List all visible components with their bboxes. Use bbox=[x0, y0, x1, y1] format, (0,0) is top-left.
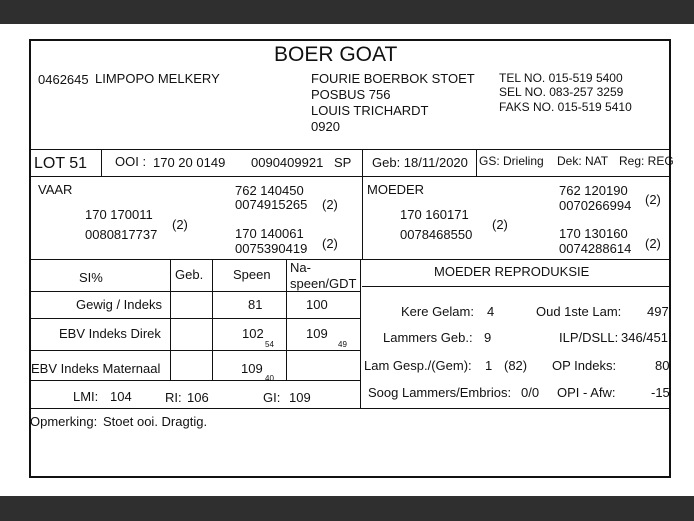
dam-dam-id: 170 130160 bbox=[559, 226, 628, 241]
dam-dam-count: (2) bbox=[645, 236, 661, 251]
registration: Reg: REG bbox=[619, 154, 674, 168]
kids-born: 9 bbox=[484, 330, 492, 345]
divider bbox=[170, 259, 171, 380]
divider bbox=[29, 291, 361, 292]
divider bbox=[29, 318, 361, 319]
stud-postal: POSBUS 756 bbox=[311, 87, 391, 102]
first-kid-age-label: Oud 1ste Lam: bbox=[536, 304, 622, 319]
lmi-label: LMI: bbox=[73, 389, 99, 404]
postweaning-value: 109 bbox=[306, 326, 328, 341]
divider bbox=[29, 149, 671, 150]
breeder-name: LIMPOPO MELKERY bbox=[95, 71, 220, 86]
lot-number: LOT 51 bbox=[34, 155, 88, 172]
contact-fax: FAKS NO. 015-519 5410 bbox=[499, 100, 632, 114]
sire-dam-id-2: 0075390419 bbox=[235, 241, 308, 256]
divider bbox=[476, 149, 477, 176]
birth-status: GS: Drieling bbox=[479, 154, 544, 168]
weaning-header: Speen bbox=[233, 267, 271, 282]
ewe-label: OOI : bbox=[115, 154, 147, 169]
ewe-number: 170 20 0149 bbox=[153, 155, 226, 170]
dam-id: 762 120190 bbox=[559, 183, 628, 198]
lmi-value: 104 bbox=[110, 389, 132, 404]
top-band bbox=[0, 0, 694, 24]
dam-sire-count: (2) bbox=[492, 217, 508, 232]
postweaning-accuracy: 49 bbox=[338, 340, 347, 349]
sire-count: (2) bbox=[322, 197, 338, 212]
stud-contact: LOUIS TRICHARDT bbox=[311, 103, 429, 118]
weaning-accuracy: 54 bbox=[265, 340, 274, 349]
row-label: EBV Indeks Direk bbox=[59, 326, 161, 341]
dam-count: (2) bbox=[645, 192, 661, 207]
kids-weaned-average: (82) bbox=[504, 358, 528, 373]
sire-sire-id: 170 170011 bbox=[85, 207, 153, 222]
postweaning-value: 100 bbox=[306, 297, 328, 312]
sire-dam-id: 170 140061 bbox=[235, 226, 304, 241]
birth-header: Geb. bbox=[175, 267, 204, 282]
divider bbox=[101, 149, 102, 176]
sire-label: VAAR bbox=[38, 182, 73, 197]
gi-label: GI: bbox=[263, 390, 281, 405]
divider bbox=[29, 176, 671, 177]
kids-born-label: Lammers Geb.: bbox=[383, 330, 473, 345]
breeder-code: 0462645 bbox=[38, 72, 89, 87]
divider bbox=[29, 350, 361, 351]
si-header: SI% bbox=[79, 270, 103, 285]
bottom-band bbox=[0, 496, 694, 521]
divider bbox=[29, 259, 671, 260]
mating: Dek: NAT bbox=[557, 154, 609, 168]
stud-post-code: 0920 bbox=[311, 119, 340, 134]
remark-label: Opmerking: bbox=[30, 414, 98, 429]
ri-value: 106 bbox=[187, 390, 209, 405]
gi-value: 109 bbox=[289, 390, 311, 405]
first-kid-age: 497 bbox=[647, 304, 669, 319]
ri-label: RI: bbox=[165, 390, 182, 405]
birth-date: Geb: 18/11/2020 bbox=[372, 155, 468, 170]
divider bbox=[362, 149, 363, 176]
divider bbox=[212, 259, 213, 380]
sire-id: 762 140450 bbox=[235, 183, 304, 198]
kids-weaned-label: Lam Gesp./(Gem): bbox=[364, 358, 472, 373]
contact-cell: SEL NO. 083-257 3259 bbox=[499, 85, 624, 99]
weaning-value: 81 bbox=[248, 297, 263, 312]
dam-sire-id: 170 160171 bbox=[400, 207, 469, 222]
opi-deviation: -15 bbox=[651, 385, 670, 400]
kidding-count-label: Kere Gelam: bbox=[401, 304, 474, 319]
kidding-count: 4 bbox=[487, 304, 495, 319]
divider bbox=[286, 259, 287, 380]
embryos: 0/0 bbox=[521, 385, 540, 400]
weaning-value: 109 bbox=[241, 361, 263, 376]
divider bbox=[29, 408, 671, 409]
ilp-dsll: 346/451 bbox=[621, 330, 668, 345]
sire-id-2: 0074915265 bbox=[235, 197, 308, 212]
dam-id-2: 0070266994 bbox=[559, 198, 632, 213]
dam-sire-id-2: 0078468550 bbox=[400, 227, 473, 242]
reproduction-title: MOEDER REPRODUKSIE bbox=[434, 264, 590, 279]
stud-name: FOURIE BOERBOK STOET bbox=[311, 71, 475, 86]
sire-sire-id-2: 0080817737 bbox=[85, 227, 158, 242]
dam-dam-id-2: 0074288614 bbox=[559, 241, 632, 256]
postweaning-header: Na- bbox=[290, 260, 311, 275]
page-title: BOER GOAT bbox=[274, 43, 398, 66]
divider bbox=[362, 286, 671, 287]
divider bbox=[360, 259, 361, 409]
ewe-code: SP bbox=[334, 155, 352, 170]
op-index: 80 bbox=[655, 358, 670, 373]
row-label: EBV Indeks Maternaal bbox=[31, 361, 161, 376]
remark-text: Stoet ooi. Dragtig. bbox=[103, 414, 208, 429]
row-label: Gewig / Indeks bbox=[76, 297, 162, 312]
divider bbox=[29, 380, 361, 381]
kids-weaned: 1 bbox=[485, 358, 493, 373]
dam-label: MOEDER bbox=[367, 182, 425, 197]
divider bbox=[362, 176, 363, 259]
weaning-accuracy: 40 bbox=[265, 374, 274, 383]
embryos-label: Soog Lammers/Embrios: bbox=[368, 385, 512, 400]
ilp-dsll-label: ILP/DSLL: bbox=[559, 330, 619, 345]
opi-deviation-label: OPI - Afw: bbox=[557, 385, 616, 400]
sire-sire-count: (2) bbox=[172, 217, 188, 232]
sire-dam-count: (2) bbox=[322, 236, 338, 251]
ewe-id: 0090409921 bbox=[251, 155, 324, 170]
contact-tel: TEL NO. 015-519 5400 bbox=[499, 71, 623, 85]
op-index-label: OP Indeks: bbox=[552, 358, 617, 373]
weaning-value: 102 bbox=[242, 326, 264, 341]
postweaning-header-2: speen/GDT bbox=[290, 276, 357, 291]
